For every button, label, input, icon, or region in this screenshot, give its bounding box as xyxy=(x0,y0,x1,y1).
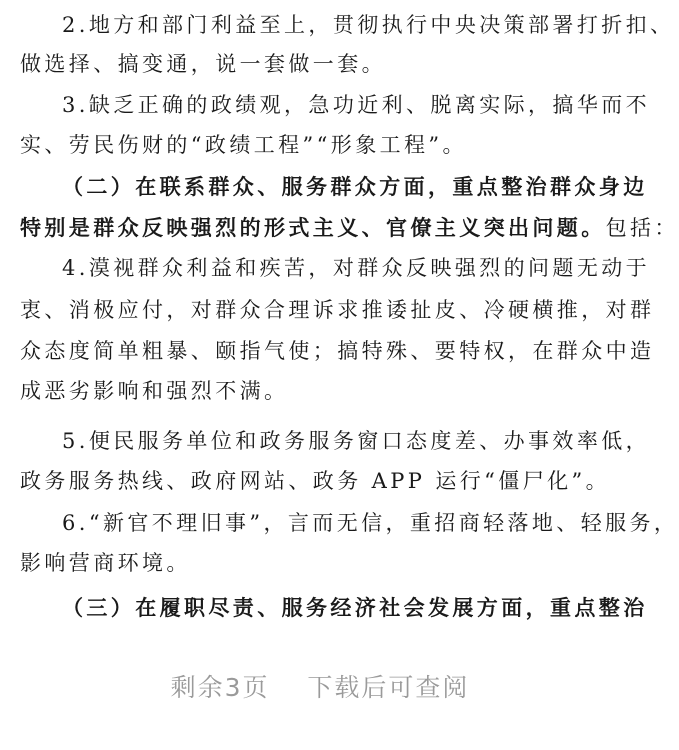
paragraph-6-line-1: 6.“新官不理旧事”，言而无信，重招商轻落地、轻服务， xyxy=(62,511,679,535)
section-3-heading-line-1: （三）在履职尽责、服务经济社会发展方面，重点整治 xyxy=(62,595,648,620)
paragraph-6-line-2: 影响营商环境。 xyxy=(20,551,191,575)
section-2-heading-bold-text: 特别是群众反映强烈的形式主义、官僚主义突出问题。 xyxy=(20,215,606,240)
paragraph-4-line-3: 众态度简单粗暴、颐指气使；搞特殊、要特权，在群众中造 xyxy=(20,339,655,363)
paragraph-4-line-1: 4.漠视群众利益和疾苦，对群众反映强烈的问题无动于 xyxy=(62,256,651,280)
paragraph-3-line-1: 3.缺乏正确的政绩观，急功近利、脱离实际，搞华而不 xyxy=(62,93,651,117)
paragraph-3-line-2: 实、劳民伤财的“政绩工程”“形象工程”。 xyxy=(20,133,467,157)
paragraph-2-line-2: 做选择、搞变通，说一套做一套。 xyxy=(20,52,386,76)
paragraph-2-line-1: 2.地方和部门利益至上，贯彻执行中央决策部署打折扣、 xyxy=(62,13,675,37)
paragraph-4-line-2: 衷、消极应付，对群众合理诉求推诿扯皮、冷硬横推，对群 xyxy=(20,298,655,322)
download-prompt[interactable] xyxy=(0,668,640,708)
paragraph-4-line-4: 成恶劣影响和强烈不满。 xyxy=(20,379,289,403)
section-2-heading-normal-text: 包括： xyxy=(605,216,679,240)
paragraph-5-line-2: 政务服务热线、政府网站、政务 APP 运行“僵尸化”。 xyxy=(20,469,611,493)
section-2-heading-line-1: （二）在联系群众、服务群众方面，重点整治群众身边 xyxy=(62,174,648,199)
paragraph-5-line-1: 5.便民服务单位和政务服务窗口态度差、办事效率低， xyxy=(62,429,651,453)
remaining-pages-text: 剩余3页 xyxy=(170,673,270,702)
download-to-view-link[interactable]: 下载后可查阅 xyxy=(307,673,470,702)
